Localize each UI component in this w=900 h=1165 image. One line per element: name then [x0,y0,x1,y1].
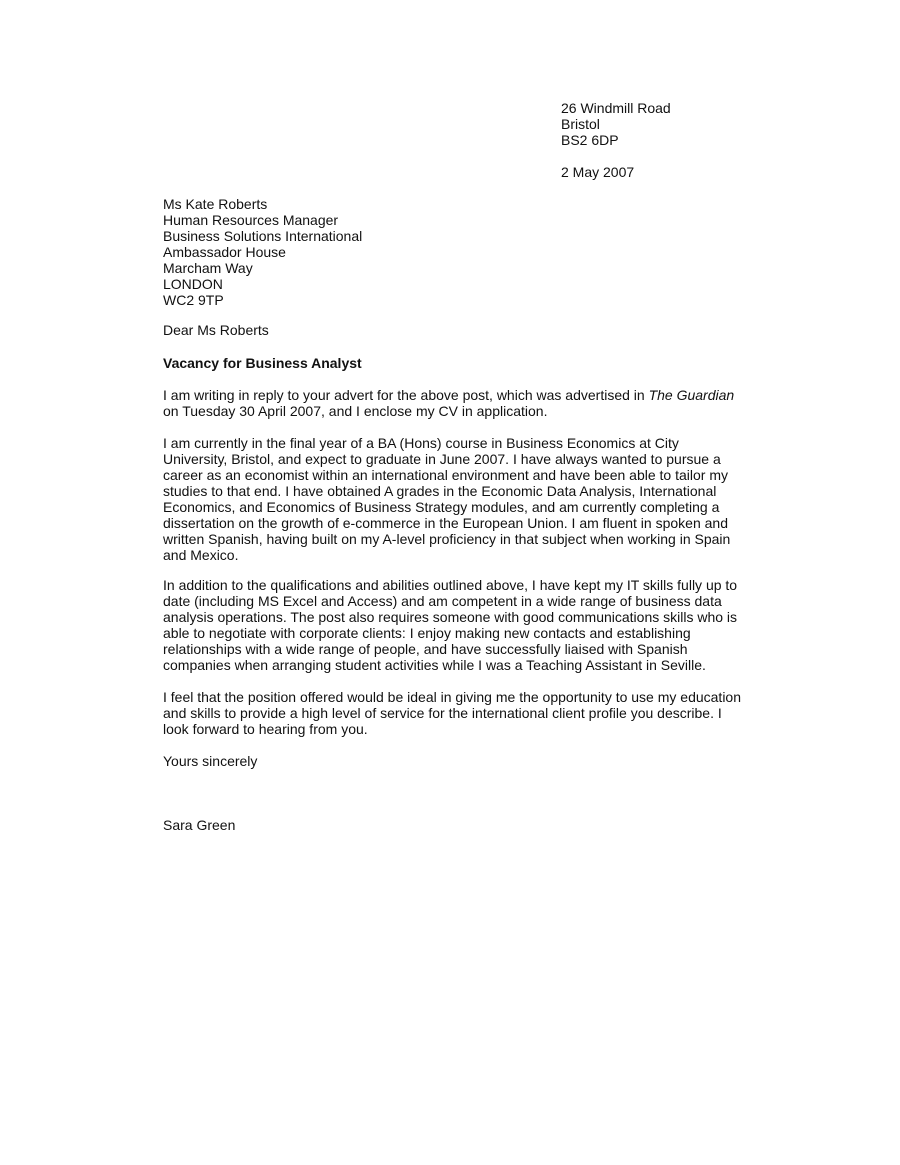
salutation: Dear Ms Roberts [163,322,269,338]
paragraph-line: companies when arranging student activities while I was a Teaching Assistant in Seville. [163,657,706,673]
paragraph-line: dissertation on the growth of e-commerce in the European Union. I am fluent in spoken and [163,515,728,531]
paragraph-line: written Spanish, having built on my A-level proficiency in that subject when working in Spain [163,531,731,547]
paragraph-conclusion [163,689,748,737]
recipient-line: Marcham Way [163,260,253,276]
signature-name: Sara Green [163,817,236,833]
publication-name: The Guardian [648,387,735,403]
paragraph-line: and skills to provide a high level of service for the international client profile you describe. I [163,705,722,721]
paragraph-skills [163,577,748,673]
recipient-line: Ms Kate Roberts [163,196,268,212]
paragraph-line: In addition to the qualifications and abilities outlined above, I have kept my IT skills fully up to [163,577,738,593]
paragraph-line [163,387,748,403]
paragraph-line: career as an economist within an international environment and have been able to tailor my [163,467,728,483]
paragraph-line: Economics, and Economics of Business Strategy modules, and am currently completing a [163,499,720,515]
paragraph-line: date (including MS Excel and Access) and am competent in a wide range of business data [163,593,722,609]
paragraph-line: University, Bristol, and expect to graduate in June 2007. I have always wanted to pursue a [163,451,721,467]
letter-date [561,164,861,180]
recipient-address [163,196,663,308]
paragraph-line: on Tuesday 30 April 2007, and I enclose my CV in application. [163,403,548,419]
recipient-line: LONDON [163,276,223,292]
paragraph-text: I am writing in reply to your advert for the above post, which was advertised in [163,387,649,403]
closing: Yours sincerely [163,753,258,769]
recipient-line: WC2 9TP [163,292,224,308]
sender-address [561,100,861,148]
paragraph-line: relationships with a wide range of people, and have successfully liaised with Spanish [163,641,688,657]
paragraph-line: studies to that end. I have obtained A grades in the Economic Data Analysis, International [163,483,717,499]
sender-address-line: 26 Windmill Road [561,100,671,116]
recipient-line: Ambassador House [163,244,286,260]
paragraph-education [163,435,748,563]
sender-address-line: BS2 6DP [561,132,619,148]
paragraph-line: able to negotiate with corporate clients: I enjoy making new contacts and establishing [163,625,691,641]
paragraph-line: and Mexico. [163,547,239,563]
letter-date-text: 2 May 2007 [561,164,635,180]
sender-address-line: Bristol [561,116,600,132]
recipient-line: Human Resources Manager [163,212,339,228]
paragraph-line: I feel that the position offered would be ideal in giving me the opportunity to use my education [163,689,741,705]
paragraph-intro [163,387,748,419]
recipient-line: Business Solutions International [163,228,363,244]
subject-heading: Vacancy for Business Analyst [163,355,362,371]
paragraph-line: I am currently in the final year of a BA (Hons) course in Business Economics at City [163,435,679,451]
paragraph-line: look forward to hearing from you. [163,721,368,737]
paragraph-line: analysis operations. The post also requires someone with good communications skills who is [163,609,738,625]
